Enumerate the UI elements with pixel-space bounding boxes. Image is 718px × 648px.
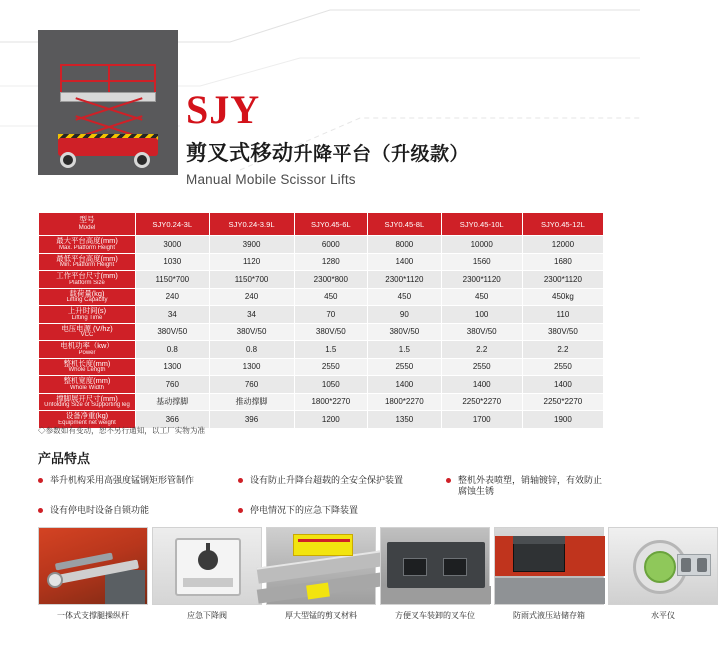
table-cell: 1300 (209, 358, 294, 376)
table-cell: 70 (294, 306, 368, 324)
table-cell: 3900 (209, 236, 294, 254)
row-label: 电压电源 (V/hz) VCC (39, 323, 136, 341)
page-title (186, 137, 606, 167)
table-cell: 450 (441, 288, 522, 306)
page-title-main: 剪叉式移动 (186, 142, 294, 165)
table-cell: 12000 (522, 236, 603, 254)
photo-caption: 厚大型锰的剪叉材料 (285, 611, 357, 620)
specifications-table (38, 212, 604, 429)
table-row (39, 358, 604, 376)
table-cell: 3000 (136, 236, 210, 254)
table-cell: 2550 (368, 358, 442, 376)
page-title-suffix: 升降平台（升级款） (293, 144, 470, 165)
detail-photo-cell (266, 527, 376, 625)
table-cell: 6000 (294, 236, 368, 254)
table-header-cell: SJY0.45-10L (441, 213, 522, 236)
table-cell: 1400 (441, 376, 522, 394)
table-header (39, 213, 604, 236)
table-cell: 240 (209, 288, 294, 306)
table-cell: 380V/50 (209, 323, 294, 341)
table-cell: 1400 (368, 253, 442, 271)
wheel-icon (60, 152, 76, 168)
feature-item (238, 505, 446, 516)
table-cell: 0.8 (209, 341, 294, 359)
photo-support-lever (38, 527, 148, 605)
bullet-icon (238, 478, 243, 483)
table-cell: 1700 (441, 411, 522, 429)
features-section (38, 448, 604, 516)
table-cell: 1050 (294, 376, 368, 394)
row-label: 最大平台高度(mm) Max. Platform Height (39, 236, 136, 254)
table-cell: 1560 (441, 253, 522, 271)
table-row (39, 306, 604, 324)
table-cell: 2300*1120 (368, 271, 442, 289)
row-label: 上升时间(s) Lifting Time (39, 306, 136, 324)
detail-photo-cell (494, 527, 604, 625)
photo-emergency-valve (152, 527, 262, 605)
row-label: 撑脚展开尺寸(mm) Unfolding Size of Supporting leg (39, 393, 136, 411)
feature-item (238, 475, 446, 498)
table-cell: 1300 (136, 358, 210, 376)
table-cell: 1.5 (294, 341, 368, 359)
table-cell: 2550 (294, 358, 368, 376)
table-cell: 450 (368, 288, 442, 306)
detail-photo-cell (608, 527, 718, 625)
row-label: 整机长度(mm) Whole Length (39, 358, 136, 376)
table-header-cell: SJY0.24-3L (136, 213, 210, 236)
table-row (39, 236, 604, 254)
table-cell: 380V/50 (294, 323, 368, 341)
photo-bubble-level (608, 527, 718, 605)
feature-label: 整机外表喷塑，销轴镀锌，有效防止腐蚀生锈 (458, 475, 603, 497)
table-cell: 110 (522, 306, 603, 324)
scissor-lift-illustration (38, 30, 178, 175)
table-cell: 1280 (294, 253, 368, 271)
table-header-cell: SJY0.45-6L (294, 213, 368, 236)
row-label: 整机宽度(mm) Whole Width (39, 376, 136, 394)
table-cell: 推动撑脚 (209, 393, 294, 411)
photo-hydraulic-box (494, 527, 604, 605)
table-cell: 760 (136, 376, 210, 394)
table-row (39, 271, 604, 289)
table-cell: 基动撑脚 (136, 393, 210, 411)
feature-label: 设有防止升降台超载的全安全保护装置 (250, 475, 404, 485)
table-cell: 380V/50 (136, 323, 210, 341)
photo-forklift-pocket (380, 527, 490, 605)
photo-caption: 防雨式液压站储存箱 (513, 611, 585, 620)
table-cell: 1800*2270 (368, 393, 442, 411)
table-cell: 90 (368, 306, 442, 324)
features-title: 产品特点 (38, 451, 91, 466)
detail-photo-strip (38, 527, 675, 625)
table-cell: 450kg (522, 288, 603, 306)
table-cell: 2.2 (441, 341, 522, 359)
row-label: 工作平台尺寸(mm) Platform Size (39, 271, 136, 289)
table-cell: 2250*2270 (522, 393, 603, 411)
guard-rail-icon (60, 64, 156, 94)
row-label: 最低平台高度(mm) Min. Platform Height (39, 253, 136, 271)
table-cell: 2250*2270 (441, 393, 522, 411)
table-cell: 380V/50 (441, 323, 522, 341)
table-cell: 1200 (294, 411, 368, 429)
feature-item (446, 475, 604, 498)
feature-label: 设有停电时设备自锁功能 (50, 504, 150, 515)
table-cell: 10000 (441, 236, 522, 254)
table-cell: 240 (136, 288, 210, 306)
photo-caption: 应急下降阀 (187, 611, 227, 620)
wheel-icon (134, 152, 150, 168)
table-header-cell: SJY0.45-8L (368, 213, 442, 236)
table-cell: 760 (209, 376, 294, 394)
photo-steel-scissor (266, 527, 376, 605)
table-cell: 1900 (522, 411, 603, 429)
table-cell: 1030 (136, 253, 210, 271)
table-cell: 366 (136, 411, 210, 429)
table-cell: 2550 (522, 358, 603, 376)
detail-photo-cell (38, 527, 148, 625)
table-cell: 2550 (441, 358, 522, 376)
table-cell: 380V/50 (522, 323, 603, 341)
row-label: 载荷量(kg) Lifting Capacity (39, 288, 136, 306)
header-en: Model (78, 223, 96, 231)
table-note: ◇参数如有变动，恕不另行通知，以工厂实物为准 (38, 426, 206, 435)
bullet-icon (238, 508, 243, 513)
table-row (39, 376, 604, 394)
photo-caption: 水平仪 (651, 611, 675, 620)
table-cell: 1350 (368, 411, 442, 429)
photo-caption: 一体式支撑腿操纵杆 (57, 611, 129, 620)
table-cell: 1150*700 (136, 271, 210, 289)
table-cell: 396 (209, 411, 294, 429)
table-header-row (39, 213, 604, 236)
table-cell: 1800*2270 (294, 393, 368, 411)
table-cell: 1680 (522, 253, 603, 271)
detail-photo-cell (152, 527, 262, 625)
table-cell: 380V/50 (368, 323, 442, 341)
feature-item-empty (446, 505, 604, 516)
table-cell: 34 (136, 306, 210, 324)
table-cell: 2.2 (522, 341, 603, 359)
table-cell: 1400 (522, 376, 603, 394)
table-cell: 1400 (368, 376, 442, 394)
title-block (186, 87, 606, 187)
row-label: 电机功率（kw） Power (39, 341, 136, 359)
header-cn: 型号 (79, 215, 95, 225)
table-header-cell: SJY0.45-12L (522, 213, 603, 236)
table-row (39, 341, 604, 359)
table-cell: 8000 (368, 236, 442, 254)
table-cell: 1120 (209, 253, 294, 271)
brand-name: SJY (186, 87, 261, 132)
feature-item (38, 505, 238, 516)
feature-label: 举升机构采用高强度锰钢矩形管制作 (50, 475, 195, 485)
table-cell: 1150*700 (209, 271, 294, 289)
product-hero-image (38, 30, 178, 175)
table-cell: 2300*1120 (522, 271, 603, 289)
table-cell: 1.5 (368, 341, 442, 359)
table-cell: 2300*1120 (441, 271, 522, 289)
table-header-model (39, 213, 136, 236)
row-label: 设备净重(kg) Equipment net weight (39, 411, 136, 429)
table-row (39, 323, 604, 341)
page-subtitle: Manual Mobile Scissor Lifts (186, 172, 356, 187)
table-cell: 100 (441, 306, 522, 324)
table-header-cell: SJY0.24-3.9L (209, 213, 294, 236)
table-cell: 2300*800 (294, 271, 368, 289)
table-row (39, 288, 604, 306)
table-cell: 34 (209, 306, 294, 324)
table-row (39, 393, 604, 411)
feature-label: 停电情况下的应急下降装置 (250, 504, 359, 515)
table-cell: 450 (294, 288, 368, 306)
detail-photo-cell (380, 527, 490, 625)
table-body (39, 236, 604, 429)
features-list (38, 475, 604, 516)
table-row (39, 253, 604, 271)
table-cell: 0.8 (136, 341, 210, 359)
bullet-icon (446, 478, 451, 483)
bullet-icon (38, 508, 43, 513)
photo-caption: 方便叉车装卸的叉车位 (395, 611, 475, 620)
feature-item (38, 475, 238, 498)
bullet-icon (38, 478, 43, 483)
